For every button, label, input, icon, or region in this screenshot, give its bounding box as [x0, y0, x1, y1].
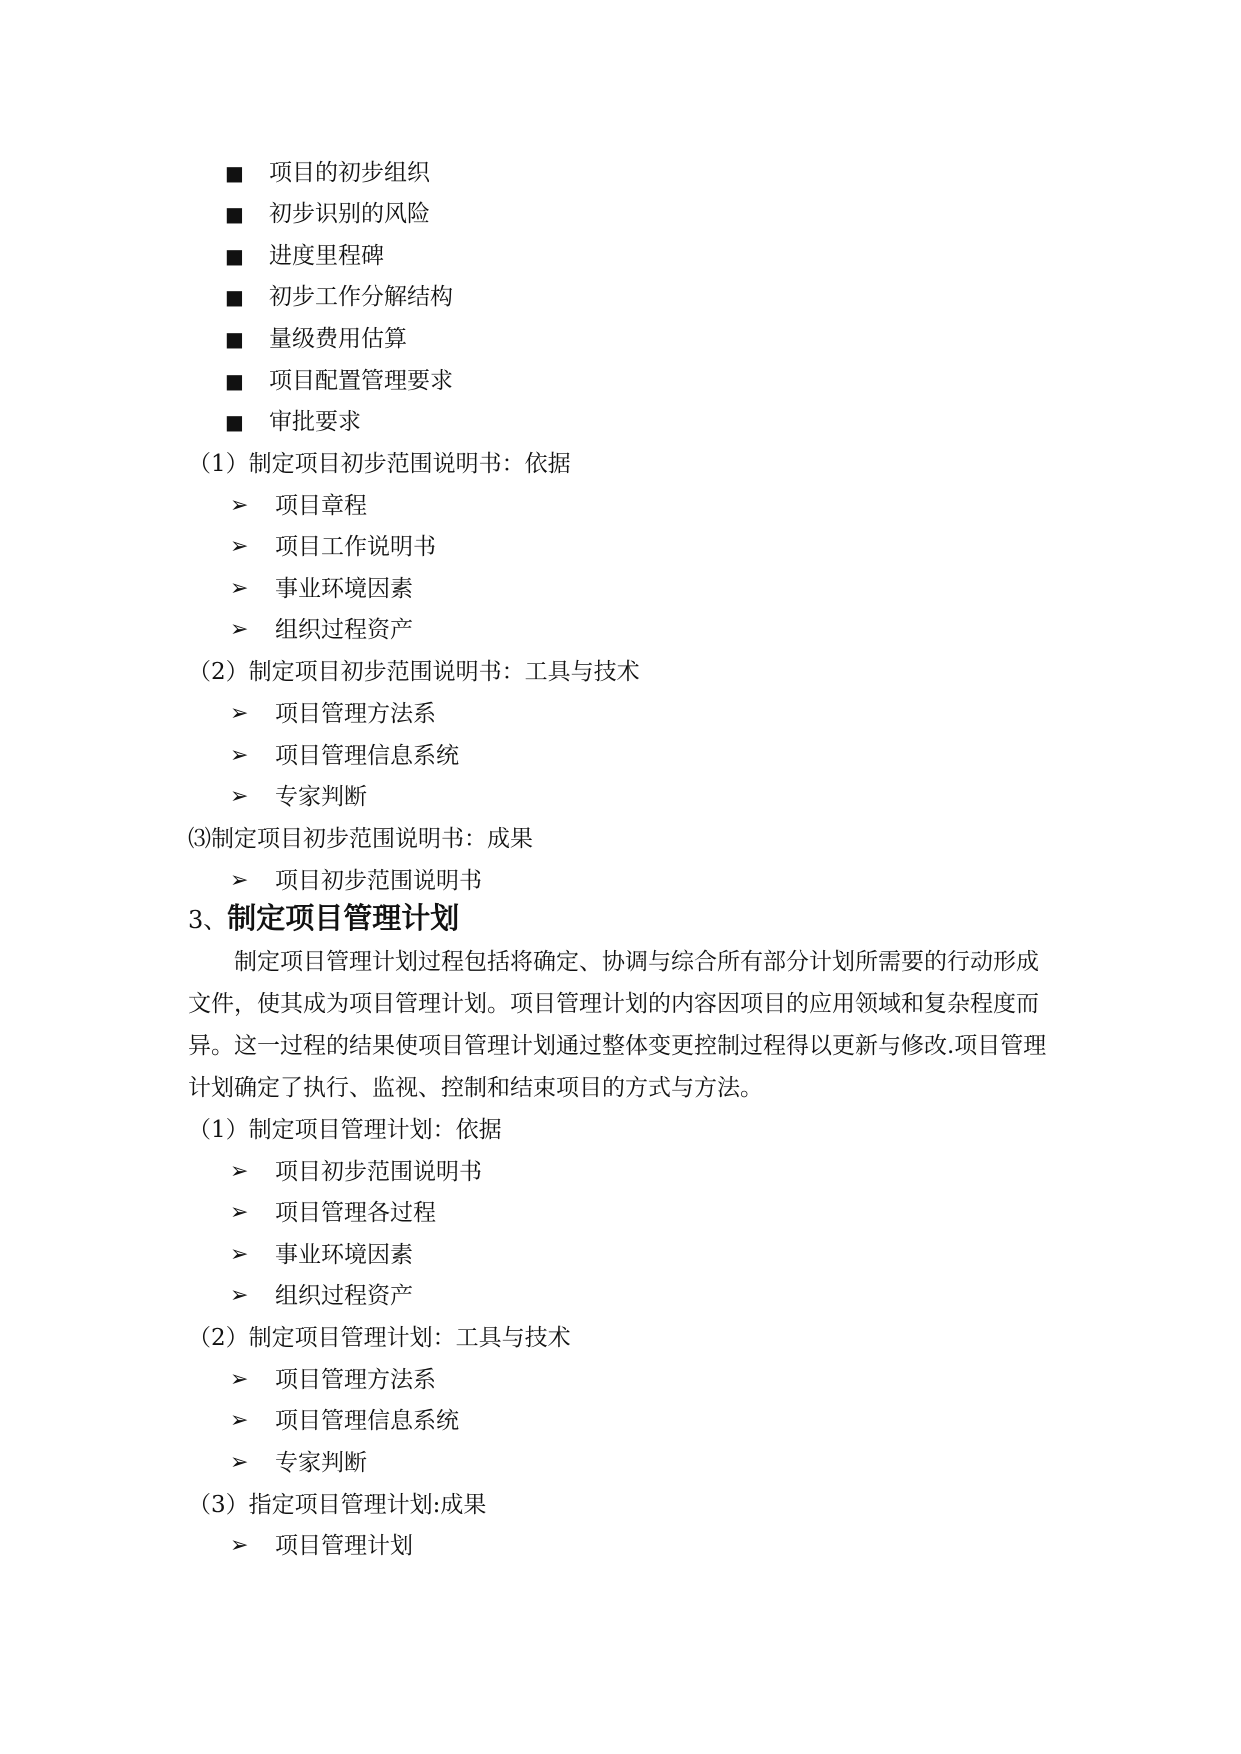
list-item: 项目章程	[275, 493, 367, 519]
square-bullet-icon: ■	[225, 161, 244, 185]
list-item: 专家判断	[275, 1450, 367, 1476]
arrow-bullet-icon: ➢	[230, 1367, 249, 1392]
list-item: 项目管理方法系	[275, 701, 436, 727]
list-item: 组织过程资产	[275, 617, 413, 643]
list-item: 项目管理信息系统	[275, 1408, 459, 1434]
arrow-bullet-icon: ➢	[230, 868, 249, 893]
section-heading	[188, 900, 459, 938]
square-bullet-icon: ■	[225, 369, 244, 393]
list-item: 事业环境因素	[275, 1242, 413, 1268]
list-item: 审批要求	[269, 409, 361, 435]
subheading: （3）指定项目管理计划:成果	[188, 1492, 487, 1518]
list-item: 量级费用估算	[269, 326, 407, 352]
subheading: ⑶制定项目初步范围说明书：成果	[188, 826, 533, 852]
list-item: 项目初步范围说明书	[275, 1159, 482, 1185]
arrow-bullet-icon: ➢	[230, 1533, 249, 1558]
list-item: 组织过程资产	[275, 1283, 413, 1309]
section-title: 制定项目管理计划	[227, 901, 460, 935]
arrow-bullet-icon: ➢	[230, 534, 249, 559]
subheading: （2）制定项目初步范围说明书：工具与技术	[188, 659, 640, 685]
arrow-bullet-icon: ➢	[230, 1159, 249, 1184]
list-item: 事业环境因素	[275, 576, 413, 602]
list-item: 项目配置管理要求	[269, 368, 453, 394]
list-item: 项目管理信息系统	[275, 743, 459, 769]
list-item: 项目管理计划	[275, 1533, 413, 1559]
list-item: 初步识别的风险	[269, 201, 430, 227]
subheading: （2）制定项目管理计划：工具与技术	[188, 1325, 571, 1351]
list-item: 项目管理各过程	[275, 1200, 436, 1226]
list-item: 初步工作分解结构	[269, 284, 453, 310]
list-item: 项目工作说明书	[275, 534, 436, 560]
subheading: （1）制定项目初步范围说明书：依据	[188, 451, 571, 477]
square-bullet-icon: ■	[225, 244, 244, 268]
arrow-bullet-icon: ➢	[230, 784, 249, 809]
arrow-bullet-icon: ➢	[230, 1408, 249, 1433]
list-item: 项目初步范围说明书	[275, 868, 482, 894]
section-paragraph: 制定项目管理计划过程包括将确定、协调与综合所有部分计划所需要的行动形成文件，使其成为项目管理计划。项目管理计划的内容因项目的应用领域和复杂程度而异。这一过程的结果使项目管理计划通过整体变更控制过程得以更新与修改.项目管理计划确定了执行、监视、控制和结束项目的方式与方法。	[188, 949, 1047, 1101]
subheading: （1）制定项目管理计划：依据	[188, 1117, 502, 1143]
arrow-bullet-icon: ➢	[230, 493, 249, 518]
arrow-bullet-icon: ➢	[230, 743, 249, 768]
list-item: 进度里程碑	[269, 243, 384, 269]
square-bullet-icon: ■	[225, 410, 244, 434]
list-item: 项目的初步组织	[269, 160, 430, 186]
arrow-bullet-icon: ➢	[230, 701, 249, 726]
square-bullet-icon: ■	[225, 202, 244, 226]
section-number: 3、	[188, 906, 228, 934]
square-bullet-icon: ■	[225, 327, 244, 351]
list-item: 专家判断	[275, 784, 367, 810]
square-bullet-icon: ■	[225, 285, 244, 309]
list-item: 项目管理方法系	[275, 1367, 436, 1393]
arrow-bullet-icon: ➢	[230, 1200, 249, 1225]
arrow-bullet-icon: ➢	[230, 617, 249, 642]
arrow-bullet-icon: ➢	[230, 1283, 249, 1308]
arrow-bullet-icon: ➢	[230, 1450, 249, 1475]
arrow-bullet-icon: ➢	[230, 1242, 249, 1267]
arrow-bullet-icon: ➢	[230, 576, 249, 601]
